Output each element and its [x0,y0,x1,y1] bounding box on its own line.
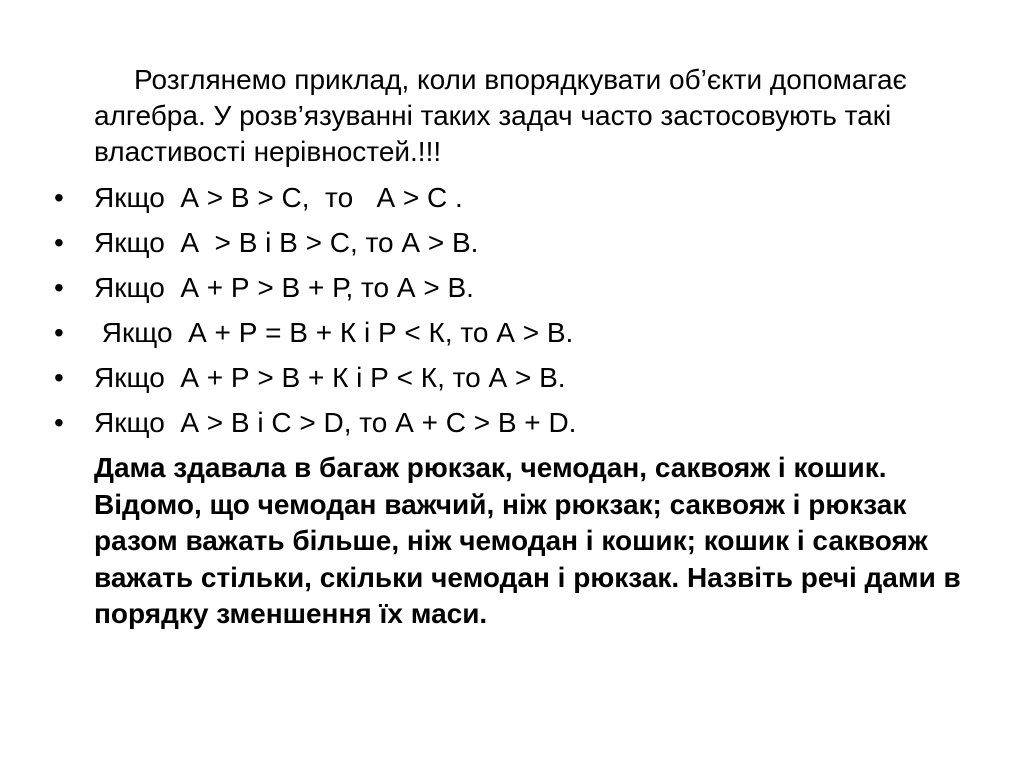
bullet-dot-icon: • [54,362,64,393]
list-item-text: Якщо А + Р > В + Р, то А > В. [94,272,474,303]
list-item [54,313,954,358]
bullet-dot-icon: • [54,272,64,303]
problem-statement: Дама здавала в багаж рюкзак, чемодан, саквояж і кошик. Відомо, що чемодан важчий, ніж рюкзак; саквояж і рюкзак разом важать більше, ніж чемодан і кошик; кошик і саквояж важать стільки, скільки чемодан і рюкзак. Назвіть речі дами в порядку зменшення їх маси. [94,452,961,629]
list-item [54,403,954,448]
list-item [54,178,954,223]
list-item-text: Якщо А + Р > В + К і Р < К, то А > В. [94,362,566,393]
bullet-dot-icon: • [54,182,64,213]
list-item [54,268,954,313]
list-item-text: Якщо А > В і С > D, то А + С > В + D. [94,407,577,438]
bullet-dot-icon: • [54,227,64,258]
list-item-text: Якщо А + Р = В + К і Р < К, то А > В. [94,317,574,348]
list-item [54,358,954,403]
list-item-text: Якщо А > В і В > С, то А > В. [94,227,479,258]
bullet-dot-icon: • [54,317,64,348]
bullet-dot-icon: • [54,407,64,438]
inequality-properties-list [54,178,954,448]
list-item-text: Якщо А > В > С, то А > С . [94,182,463,213]
intro-paragraph: Розглянемо приклад, коли впорядкувати об’єкти допомагає алгебра. У розв’язуванні таких задач часто застосовують такі властивості нерівностей.!!! [94,64,907,167]
list-item [54,223,954,268]
